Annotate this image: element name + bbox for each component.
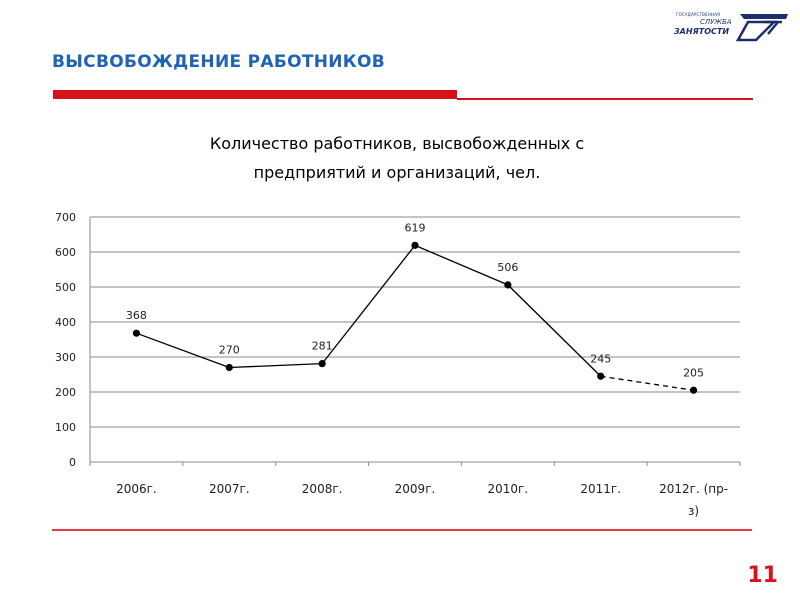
y-tick-label: 700	[55, 211, 76, 224]
y-tick-label: 500	[55, 281, 76, 294]
data-point	[411, 242, 418, 249]
chart-title-line: Количество работников, высвобожденных с	[209, 134, 585, 153]
chart-axes	[90, 217, 740, 466]
series-points	[133, 242, 697, 394]
logo-line-1: ГОСУДАРСТВЕННАЯ	[676, 12, 721, 17]
data-point	[133, 330, 140, 337]
footer-accent-line	[52, 529, 752, 531]
x-tick-label: 2006г.	[116, 482, 157, 496]
data-label: 281	[311, 339, 333, 353]
y-tick-label: 0	[69, 456, 76, 469]
y-tick-label: 400	[55, 316, 76, 329]
data-point	[504, 281, 511, 288]
y-tick-label: 200	[55, 386, 76, 399]
series-segment	[322, 245, 415, 363]
series-segment	[229, 364, 322, 368]
data-point	[226, 364, 233, 371]
series-segment	[508, 285, 601, 376]
data-point	[597, 373, 604, 380]
x-tick-label: 2007г.	[208, 482, 250, 496]
page-number: 11	[747, 563, 778, 588]
data-label: 619	[404, 221, 426, 235]
page-title: ВЫСВОБОЖДЕНИЕ РАБОТНИКОВ	[52, 52, 385, 72]
data-label: 205	[683, 366, 705, 380]
data-label: 270	[218, 343, 240, 357]
chart-title	[210, 134, 584, 182]
data-point	[319, 360, 326, 367]
x-tick-label: 2012г. (пр-з)	[659, 482, 729, 518]
y-tick-label: 100	[55, 421, 76, 434]
data-label: 506	[497, 260, 519, 274]
series-segment	[136, 333, 229, 367]
y-axis-ticks	[55, 211, 76, 469]
data-label: 245	[590, 352, 612, 366]
x-tick-label: 2009г.	[394, 482, 436, 496]
logo-line-2: СЛУЖБА	[700, 18, 732, 26]
series-segment	[601, 376, 694, 390]
chart-title-line: предприятий и организаций, чел.	[253, 163, 541, 182]
logo-line-3: ЗАНЯТОСТИ	[674, 27, 730, 36]
series-segment	[415, 245, 508, 285]
series-line	[136, 245, 693, 390]
x-tick-label: 2008г.	[301, 482, 343, 496]
x-tick-label: 2010г.	[487, 482, 529, 496]
y-tick-label: 300	[55, 351, 76, 364]
x-axis-ticks	[116, 482, 728, 518]
y-tick-label: 600	[55, 246, 76, 259]
data-point	[690, 387, 697, 394]
data-label: 368	[125, 309, 147, 323]
x-tick-label: 2011г.	[580, 482, 622, 496]
